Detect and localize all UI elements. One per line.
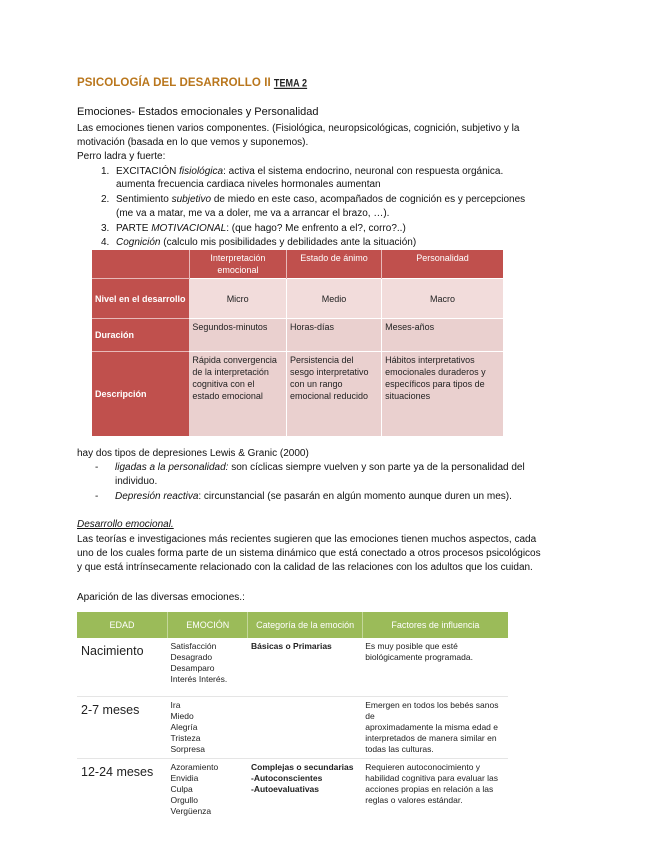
bullet-item: - Depresión reactiva: circunstancial (se pasarán en algún momento aunque duren un mes). [95,491,512,502]
table-header-cell: EDAD [77,612,168,638]
document-title [77,77,307,89]
list-item: 4. Cognición (calculo mis posibilidades y debilidades ante la situación) [101,237,417,248]
list-item-continuation: (me va a matar, me va a doler, me va a arrancar el brazo, …). [116,208,390,219]
factors-cell: Emergen en todos los bebés sanos de aproximadamente la misma edad e interpretados de manera similar en todas las culturas. [362,696,508,758]
paragraph-line: uno de los cuales forma parte de un sistema dinámico que está conectado a otros procesos psicológicos [77,548,541,559]
table-cell: Meses-años [382,319,503,352]
table-header-cell: Interpretación emocional [189,250,286,279]
age-cell: 12-24 meses [81,764,154,779]
table-row [77,758,508,820]
emotion-appearance-table [77,612,508,820]
table-cell: Segundos-minutos [189,319,286,352]
emotion-levels-table [92,250,503,436]
table-header-cell: Categoría de la emoción [248,612,362,638]
dash-bullet: - [95,462,99,473]
row-header: Descripción [92,352,189,436]
table-cell: Persistencia del sesgo interpretativo con un rango emocional reducido [287,352,382,436]
paragraph-line: Las teorías e investigaciones más recientes sugieren que las emociones tienen muchos aspectos, cada [77,534,537,545]
list-item: 3. PARTE MOTIVACIONAL: (que hago? Me enfrento a el?, corro?..) [101,223,406,234]
age-cell: Nacimiento [77,638,168,696]
table-header-cell: EMOCIÓN [168,612,248,638]
table-cell: Macro [382,279,503,319]
factors-cell: Requieren autoconocimiento y habilidad cognitiva para evaluar las acciones propias en relación a las reglas o valores estándar. [365,761,499,805]
table-header-cell: Personalidad [382,250,503,279]
paragraph-line: y que está intrínsecamente relacionado con la calidad de las relaciones con los adultos que los cuidan. [77,562,533,573]
table-row [77,638,508,696]
category-cell: Básicas o Primarias [248,638,362,696]
table-row [92,279,503,319]
table-cell: Medio [287,279,382,319]
bullet-continuation: individuo. [115,476,158,487]
table-row [92,352,503,436]
intro-line-3: Perro ladra y fuerte: [77,151,166,162]
row-header: Nivel en el desarrollo [92,279,189,319]
table-cell: Hábitos interpretativos emocionales duraderos y específicos para tipos de situaciones [382,352,503,436]
emotion-cell: Satisfacción Desagrado Desamparo Interés Interés. [168,638,248,696]
list-item: 1. EXCITACIÓN fisiológica: activa el sistema endocrino, neuronal con respuesta orgánica. [101,166,504,177]
section-heading: Desarrollo emocional. [77,519,174,530]
table-cell: Horas-días [287,319,382,352]
table-row [92,319,503,352]
table-header-cell: Estado de ánimo [287,250,382,279]
bullet-item: - ligadas a la personalidad: son cíclicas siempre vuelven y son parte ya de la personalidad del [95,462,525,473]
depresiones-intro: hay dos tipos de depresiones Lewis & Granic (2000) [77,448,309,459]
intro-line-1: Las emociones tienen varios componentes. (Fisiológica, neuropsicológicas, cognición, subjetivo y la [77,123,520,134]
table-cell: Micro [189,279,286,319]
aparicion-label: Aparición de las diversas emociones.: [77,592,245,603]
tema-label: TEMA 2 [273,77,308,89]
category-cell [248,696,362,758]
emotion-cell: Ira Miedo Alegría Tristeza Sorpresa [168,696,248,758]
category-cell: Complejas o secundarias -Autoconscientes -Autoevaluativas [250,761,354,794]
row-header: Duración [92,319,189,352]
section-subtitle: Emociones- Estados emocionales y Personalidad [77,106,319,118]
intro-line-2: motivación (basada en lo que vemos y suponemos). [77,137,309,148]
table-cell: Rápida convergencia de la interpretación cognitiva con el estado emocional [189,352,286,436]
title-text: PSICOLOGÍA DEL DESARROLLO II [77,77,271,89]
dash-bullet: - [95,491,99,502]
table-header-cell [92,250,189,279]
table-row [77,696,508,758]
list-item-continuation: aumenta frecuencia cardiaca niveles hormonales aumentan [116,179,381,190]
list-item: 2. Sentimiento subjetivo de miedo en este caso, acompañados de cognición es y percepciones [101,194,526,205]
emotion-cell: Azoramiento Envidia Culpa Orgullo Vergüenza [170,761,219,816]
table-header-cell: Factores de influencia [362,612,508,638]
factors-cell: Es muy posible que esté biológicamente programada. [362,638,508,696]
age-cell: 2-7 meses [77,696,168,758]
